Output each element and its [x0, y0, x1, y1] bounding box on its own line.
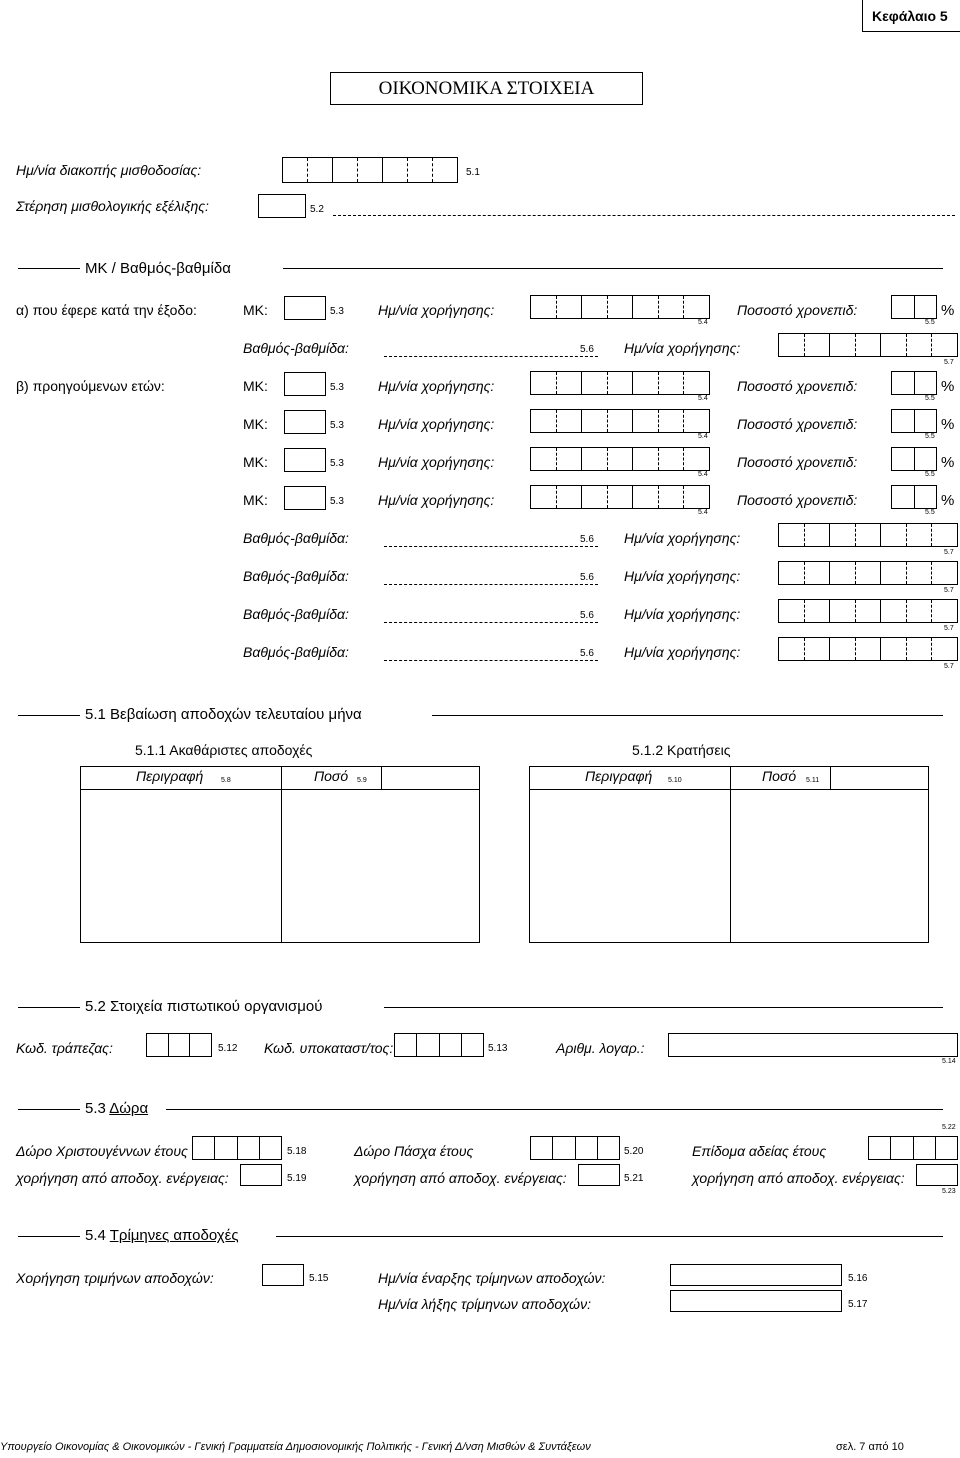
mk-code-3: 5.3 — [330, 458, 344, 469]
quarterly-title-num: 5.4 — [85, 1227, 106, 1244]
certificate-rule-right — [432, 715, 943, 716]
mk-percent-field-2[interactable] — [891, 409, 937, 433]
quarterly-end-field[interactable] — [670, 1290, 842, 1312]
mk-percent-sign-1: % — [941, 378, 955, 395]
quarterly-start-code: 5.16 — [848, 1273, 868, 1284]
grade-code-2: 5.6 — [580, 572, 594, 583]
quarterly-grant-label: Χορήγηση τριμήνων αποδοχών: — [16, 1270, 214, 1286]
grade-label-0: Βαθμός-βαθμίδα: — [243, 340, 349, 356]
account-field[interactable] — [668, 1033, 958, 1057]
gross-desc-code: 5.8 — [221, 777, 231, 784]
mk-label-4: ΜΚ: — [243, 492, 268, 508]
grade-label-1: Βαθμός-βαθμίδα: — [243, 530, 349, 546]
grade-label-4: Βαθμός-βαθμίδα: — [243, 644, 349, 660]
mk-field-3[interactable] — [284, 448, 326, 472]
quarterly-title — [85, 1227, 239, 1244]
bank-code-field[interactable] — [146, 1033, 212, 1057]
easter-grant-label: χορήγηση από αποδοχ. ενέργειας: — [354, 1170, 567, 1186]
mk-percent-code-0: 5.5 — [925, 319, 935, 326]
mk-grant-date-code-1: 5.4 — [698, 395, 708, 402]
easter-year-field[interactable] — [530, 1136, 620, 1160]
mk-grant-date-label-1: Ημ/νία χορήγησης: — [378, 378, 495, 394]
mk-percent-code-4: 5.5 — [925, 509, 935, 516]
grade-date-label-3: Ημ/νία χορήγησης: — [624, 606, 741, 622]
mk-grant-date-code-4: 5.4 — [698, 509, 708, 516]
bank-code-label: Κωδ. τράπεζας: — [16, 1040, 113, 1056]
mk-percent-sign-4: % — [941, 492, 955, 509]
account-code: 5.14 — [942, 1058, 956, 1065]
stop-date-code: 5.1 — [466, 167, 480, 178]
footer-ministry: Υπουργείο Οικονομίας & Οικονομικών - Γενική Γραμματεία Δημοσιονομικής Πολιτικής - Γενική Δ/νση Μισθών & Συντάξεων — [0, 1441, 591, 1453]
mk-grant-date-label-2: Ημ/νία χορήγησης: — [378, 416, 495, 432]
grade-label-2: Βαθμός-βαθμίδα: — [243, 568, 349, 584]
deprivation-field[interactable] — [258, 194, 306, 218]
mk-section-title: ΜΚ / Βαθμός-βαθμίδα — [85, 260, 231, 277]
mk-percent-sign-3: % — [941, 454, 955, 471]
mk-percent-sign-0: % — [941, 302, 955, 319]
grade-date-label-0: Ημ/νία χορήγησης: — [624, 340, 741, 356]
gifts-title-num: 5.3 — [85, 1100, 106, 1117]
ded-desc-code: 5.10 — [668, 777, 682, 784]
easter-code: 5.20 — [624, 1146, 644, 1157]
certificate-rule-left — [18, 715, 80, 716]
mk-label-2: ΜΚ: — [243, 416, 268, 432]
leave-code: 5.22 — [942, 1124, 956, 1131]
mk-code-0: 5.3 — [330, 306, 344, 317]
grade-date-field-4[interactable] — [778, 637, 958, 661]
mk-grant-date-code-3: 5.4 — [698, 471, 708, 478]
branch-field[interactable] — [394, 1033, 484, 1057]
quarterly-grant-code: 5.15 — [309, 1273, 329, 1284]
gross-desc-header: Περιγραφή — [136, 768, 204, 784]
grade-dash-3 — [384, 622, 598, 623]
mk-grant-date-label-0: Ημ/νία χορήγησης: — [378, 302, 495, 318]
gross-amount-code: 5.9 — [357, 777, 367, 784]
certificate-title: 5.1 Βεβαίωση αποδοχών τελευταίου μήνα — [85, 706, 362, 723]
easter-grant-code: 5.21 — [624, 1173, 644, 1184]
mk-code-1: 5.3 — [330, 382, 344, 393]
deprivation-label: Στέρηση μισθολογικής εξέλιξης: — [16, 198, 209, 214]
ded-amount-code: 5.11 — [806, 777, 820, 784]
mk-percent-field-4[interactable] — [891, 485, 937, 509]
ded-desc-header: Περιγραφή — [585, 768, 653, 784]
mk-grant-date-code-2: 5.4 — [698, 433, 708, 440]
gross-table[interactable] — [80, 766, 480, 943]
grade-dash-1 — [384, 546, 598, 547]
deductions-title: 5.1.2 Κρατήσεις — [632, 742, 731, 758]
mk-percent-code-3: 5.5 — [925, 471, 935, 478]
christmas-grant-field[interactable] — [240, 1164, 282, 1186]
quarterly-start-field[interactable] — [670, 1264, 842, 1286]
stop-date-label: Ημ/νία διακοπής μισθοδοσίας: — [16, 162, 202, 178]
quarterly-rule-left — [18, 1236, 80, 1237]
gifts-rule-right — [166, 1109, 943, 1110]
grade-date-field-1[interactable] — [778, 523, 958, 547]
christmas-year-field[interactable] — [192, 1136, 282, 1160]
mk-percent-label-1: Ποσοστό χρονεπιδ: — [737, 378, 858, 394]
stop-date-field[interactable] — [282, 157, 458, 183]
chapter-header — [862, 0, 960, 32]
mk-label-3: ΜΚ: — [243, 454, 268, 470]
mk-code-2: 5.3 — [330, 420, 344, 431]
footer-page: σελ. 7 από 10 — [836, 1441, 904, 1453]
mk-percent-label-0: Ποσοστό χρονεπιδ: — [737, 302, 858, 318]
christmas-grant-label: χορήγηση από αποδοχ. ενέργειας: — [16, 1170, 229, 1186]
grade-date-label-2: Ημ/νία χορήγησης: — [624, 568, 741, 584]
mk-percent-label-3: Ποσοστό χρονεπιδ: — [737, 454, 858, 470]
mk-label-1: ΜΚ: — [243, 378, 268, 394]
leave-label: Επίδομα αδείας έτους — [692, 1143, 827, 1159]
mk-field-0[interactable] — [284, 296, 326, 320]
page-title-box — [330, 72, 643, 105]
quarterly-grant-field[interactable] — [262, 1264, 304, 1286]
mk-percent-field-1[interactable] — [891, 371, 937, 395]
christmas-code: 5.18 — [287, 1146, 307, 1157]
grade-dash-0 — [384, 356, 598, 357]
mk-percent-field-3[interactable] — [891, 447, 937, 471]
branch-code: 5.13 — [488, 1043, 508, 1054]
grade-date-code-0: 5.7 — [944, 359, 954, 366]
mk-percent-code-2: 5.5 — [925, 433, 935, 440]
quarterly-rule-right — [276, 1236, 943, 1237]
row-a-label: α) που έφερε κατά την έξοδο: — [16, 302, 197, 318]
mk-grant-date-code-0: 5.4 — [698, 319, 708, 326]
mk-grant-date-field-0[interactable] — [530, 295, 710, 319]
mk-percent-label-2: Ποσοστό χρονεπιδ: — [737, 416, 858, 432]
leave-grant-code: 5.23 — [942, 1188, 956, 1195]
mk-percent-field-0[interactable] — [891, 295, 937, 319]
ded-amount-header: Ποσό — [762, 768, 797, 784]
mk-grant-date-field-2[interactable] — [530, 409, 710, 433]
grade-code-0: 5.6 — [580, 344, 594, 355]
grade-code-1: 5.6 — [580, 534, 594, 545]
bank-code-code: 5.12 — [218, 1043, 238, 1054]
mk-code-4: 5.3 — [330, 496, 344, 507]
grade-dash-4 — [384, 660, 598, 661]
quarterly-start-label: Ημ/νία έναρξης τρίμηνων αποδοχών: — [378, 1270, 606, 1286]
grade-date-field-3[interactable] — [778, 599, 958, 623]
mk-grant-date-field-1[interactable] — [530, 371, 710, 395]
grade-date-code-2: 5.7 — [944, 587, 954, 594]
deprivation-dash-line — [333, 215, 955, 216]
mk-grant-date-label-4: Ημ/νία χορήγησης: — [378, 492, 495, 508]
bank-rule-right — [384, 1007, 943, 1008]
account-label: Αριθμ. λογαρ.: — [556, 1040, 645, 1056]
bank-rule-left — [18, 1007, 80, 1008]
row-b-label: β) προηγούμενων ετών: — [16, 378, 165, 394]
easter-label: Δώρο Πάσχα έτους — [354, 1143, 474, 1159]
mk-percent-label-4: Ποσοστό χρονεπιδ: — [737, 492, 858, 508]
mk-percent-sign-2: % — [941, 416, 955, 433]
grade-date-code-3: 5.7 — [944, 625, 954, 632]
grade-date-label-4: Ημ/νία χορήγησης: — [624, 644, 741, 660]
grade-date-code-1: 5.7 — [944, 549, 954, 556]
leave-grant-label: χορήγηση από αποδοχ. ενέργειας: — [692, 1170, 905, 1186]
mk-percent-code-1: 5.5 — [925, 395, 935, 402]
chapter-label: Κεφάλαιο 5 — [872, 8, 948, 24]
gifts-title-text: Δώρα — [109, 1100, 149, 1117]
grade-dash-2 — [384, 584, 598, 585]
grade-date-field-2[interactable] — [778, 561, 958, 585]
bank-title: 5.2 Στοιχεία πιστωτικού οργανισμού — [85, 998, 323, 1015]
branch-label: Κωδ. υποκαταστ/τος: — [264, 1040, 394, 1056]
mk-field-2[interactable] — [284, 410, 326, 434]
mk-label-0: ΜΚ: — [243, 302, 268, 318]
mk-title-rule-right — [283, 268, 943, 269]
deprivation-code: 5.2 — [310, 204, 324, 215]
grade-date-field-0[interactable] — [778, 333, 958, 357]
quarterly-title-text: Τρίμηνες αποδοχές — [109, 1227, 239, 1244]
quarterly-end-label: Ημ/νία λήξης τρίμηνων αποδοχών: — [378, 1296, 591, 1312]
gifts-rule-left — [18, 1109, 80, 1110]
mk-field-4[interactable] — [284, 486, 326, 510]
deductions-table[interactable] — [529, 766, 929, 943]
gross-title: 5.1.1 Ακαθάριστες αποδοχές — [135, 742, 313, 758]
grade-code-4: 5.6 — [580, 648, 594, 659]
mk-title-rule-left — [18, 268, 80, 269]
grade-code-3: 5.6 — [580, 610, 594, 621]
leave-grant-field[interactable] — [916, 1164, 958, 1186]
gross-amount-header: Ποσό — [314, 768, 349, 784]
mk-grant-date-field-3[interactable] — [530, 447, 710, 471]
easter-grant-field[interactable] — [578, 1164, 620, 1186]
christmas-grant-code: 5.19 — [287, 1173, 307, 1184]
grade-date-label-1: Ημ/νία χορήγησης: — [624, 530, 741, 546]
grade-label-3: Βαθμός-βαθμίδα: — [243, 606, 349, 622]
grade-date-code-4: 5.7 — [944, 663, 954, 670]
page-title: ΟΙΚΟΝΟΜΙΚΑ ΣΤΟΙΧΕΙΑ — [378, 78, 595, 99]
leave-year-field[interactable] — [868, 1136, 958, 1160]
mk-grant-date-label-3: Ημ/νία χορήγησης: — [378, 454, 495, 470]
gifts-title — [85, 1100, 148, 1117]
mk-grant-date-field-4[interactable] — [530, 485, 710, 509]
quarterly-end-code: 5.17 — [848, 1299, 868, 1310]
christmas-label: Δώρο Χριστουγέννων έτους — [16, 1143, 188, 1159]
mk-field-1[interactable] — [284, 372, 326, 396]
